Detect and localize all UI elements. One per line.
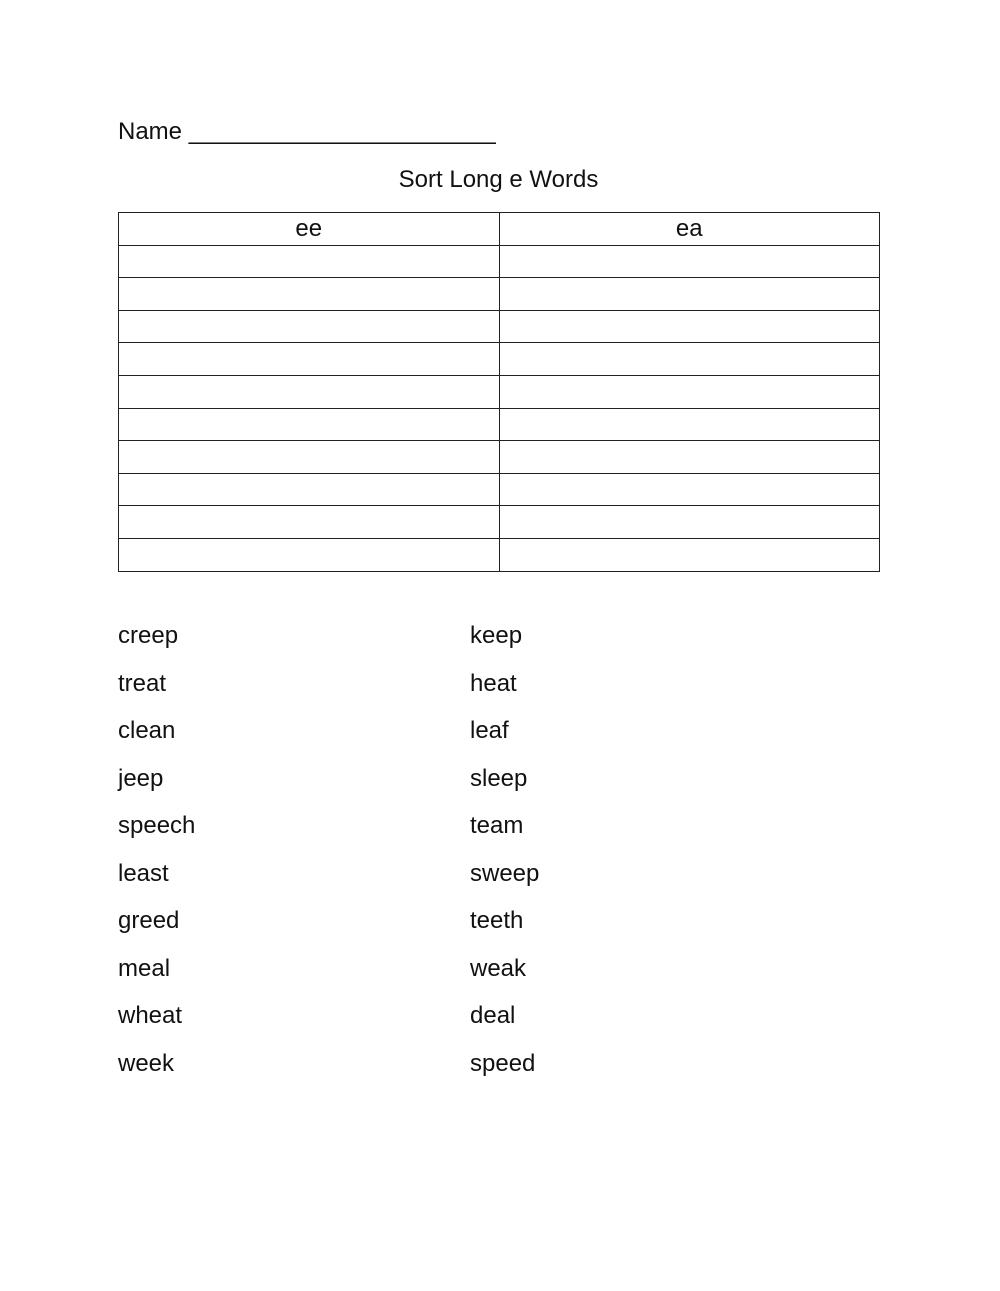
word-bank-left-column — [118, 617, 195, 1092]
word-item[interactable]: sleep — [470, 764, 528, 792]
word-item[interactable]: teeth — [470, 907, 524, 934]
table-row — [119, 343, 880, 376]
answer-cell-ee[interactable] — [119, 343, 500, 376]
answer-cell-ee[interactable] — [119, 538, 500, 571]
word-item[interactable]: creep — [118, 622, 179, 649]
word-item[interactable]: meal — [118, 954, 171, 982]
answer-cell-ee[interactable] — [119, 245, 500, 278]
answer-cell-ee[interactable] — [119, 473, 500, 506]
answer-cell-ea[interactable] — [499, 473, 880, 506]
answer-cell-ea[interactable] — [499, 278, 880, 311]
answer-cell-ea[interactable] — [499, 538, 880, 571]
word-item[interactable]: greed — [118, 907, 180, 934]
column-header-ea: ea — [499, 213, 880, 246]
answer-cell-ee[interactable] — [119, 310, 500, 343]
answer-cell-ea[interactable] — [499, 245, 880, 278]
table-row — [119, 506, 880, 539]
table-row — [119, 538, 880, 571]
table-row — [119, 310, 880, 343]
answer-cell-ea[interactable] — [499, 343, 880, 376]
table-row — [119, 278, 880, 311]
sort-table — [118, 212, 880, 572]
answer-cell-ea[interactable] — [499, 506, 880, 539]
name-field-line[interactable]: Name _______________________ — [118, 118, 496, 145]
answer-cell-ee[interactable] — [119, 441, 500, 474]
answer-cell-ee[interactable] — [119, 278, 500, 311]
word-item[interactable]: keep — [470, 622, 523, 649]
word-item[interactable]: weak — [470, 954, 527, 982]
answer-cell-ea[interactable] — [499, 375, 880, 408]
answer-cell-ea[interactable] — [499, 310, 880, 343]
answer-cell-ea[interactable] — [499, 441, 880, 474]
table-row — [119, 408, 880, 441]
word-item[interactable]: speed — [470, 1049, 536, 1077]
word-item[interactable]: deal — [470, 1002, 516, 1029]
table-row — [119, 245, 880, 278]
word-item[interactable]: sweep — [470, 859, 540, 887]
page-title: Sort Long e Words — [398, 166, 599, 193]
answer-cell-ee[interactable] — [119, 506, 500, 539]
word-item[interactable]: week — [118, 1049, 175, 1077]
word-item[interactable]: heat — [470, 669, 517, 697]
answer-cell-ea[interactable] — [499, 408, 880, 441]
table-row — [119, 441, 880, 474]
column-header-ee: ee — [119, 213, 500, 246]
word-item[interactable]: team — [470, 812, 524, 839]
word-item[interactable]: wheat — [118, 1002, 183, 1029]
answer-cell-ee[interactable] — [119, 408, 500, 441]
table-body — [119, 245, 880, 571]
table-row — [119, 473, 880, 506]
word-item[interactable]: clean — [118, 717, 176, 744]
word-bank-right-column — [470, 617, 539, 1092]
word-item[interactable]: least — [118, 859, 169, 887]
answer-cell-ee[interactable] — [119, 375, 500, 408]
word-item[interactable]: leaf — [470, 717, 509, 744]
word-item[interactable]: speech — [118, 812, 196, 839]
word-item[interactable]: jeep — [118, 764, 164, 792]
word-item[interactable]: treat — [118, 669, 167, 697]
table-row — [119, 375, 880, 408]
table-header-row — [119, 213, 880, 246]
